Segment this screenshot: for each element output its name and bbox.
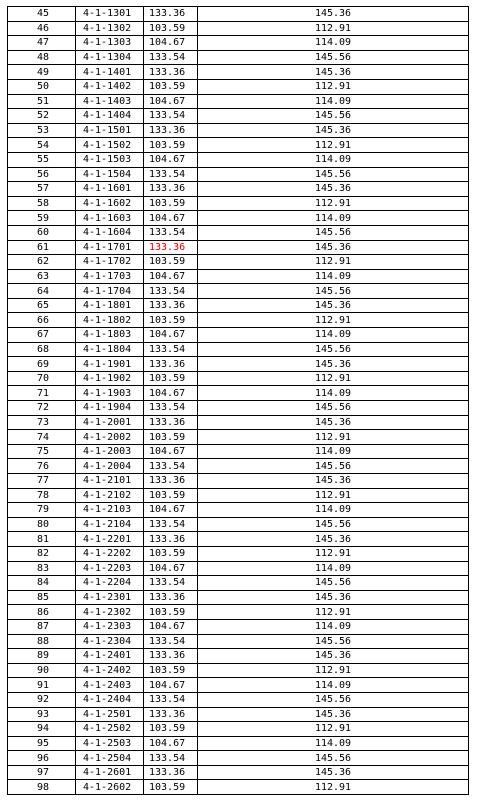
row-number-cell: 89 xyxy=(8,649,76,664)
total-area-cell: 114.09 xyxy=(198,444,469,459)
area-value-cell: 133.54 xyxy=(144,342,198,357)
table-row xyxy=(8,328,469,343)
area-value-cell: 133.36 xyxy=(144,415,198,430)
area-value-cell: 104.67 xyxy=(144,503,198,518)
unit-id-cell: 4-1-1904 xyxy=(76,401,144,416)
area-value-cell: 133.36 xyxy=(144,7,198,22)
unit-id-cell: 4-1-1503 xyxy=(76,152,144,167)
total-area-cell: 112.91 xyxy=(198,21,469,36)
table-row xyxy=(8,532,469,547)
row-number-cell: 82 xyxy=(8,546,76,561)
area-value-cell: 104.67 xyxy=(144,678,198,693)
area-value-cell: 103.59 xyxy=(144,546,198,561)
total-area-cell: 145.56 xyxy=(198,225,469,240)
unit-id-cell: 4-1-1603 xyxy=(76,211,144,226)
total-area-cell: 145.36 xyxy=(198,707,469,722)
unit-id-cell: 4-1-1902 xyxy=(76,371,144,386)
unit-id-cell: 4-1-2103 xyxy=(76,503,144,518)
total-area-cell: 114.09 xyxy=(198,152,469,167)
table-row xyxy=(8,415,469,430)
unit-id-cell: 4-1-2602 xyxy=(76,780,144,795)
area-value-cell: 133.54 xyxy=(144,109,198,124)
row-number-cell: 98 xyxy=(8,780,76,795)
unit-id-cell: 4-1-1702 xyxy=(76,255,144,270)
unit-id-cell: 4-1-1504 xyxy=(76,167,144,182)
total-area-cell: 145.36 xyxy=(198,298,469,313)
table-row xyxy=(8,342,469,357)
area-value-cell: 133.54 xyxy=(144,50,198,65)
total-area-cell: 145.36 xyxy=(198,415,469,430)
row-number-cell: 49 xyxy=(8,65,76,80)
unit-id-cell: 4-1-1601 xyxy=(76,182,144,197)
table-row xyxy=(8,707,469,722)
area-value-cell: 103.59 xyxy=(144,21,198,36)
total-area-cell: 114.09 xyxy=(198,36,469,51)
unit-id-cell: 4-1-2203 xyxy=(76,561,144,576)
total-area-cell: 145.36 xyxy=(198,123,469,138)
table-row xyxy=(8,284,469,299)
unit-id-cell: 4-1-1302 xyxy=(76,21,144,36)
area-value-cell: 133.54 xyxy=(144,692,198,707)
table-row xyxy=(8,590,469,605)
unit-id-cell: 4-1-2501 xyxy=(76,707,144,722)
total-area-cell: 112.91 xyxy=(198,313,469,328)
row-number-cell: 94 xyxy=(8,722,76,737)
unit-id-cell: 4-1-1301 xyxy=(76,7,144,22)
area-value-cell: 133.54 xyxy=(144,401,198,416)
total-area-cell: 145.56 xyxy=(198,576,469,591)
table-row xyxy=(8,546,469,561)
unit-id-cell: 4-1-2401 xyxy=(76,649,144,664)
area-value-cell: 104.67 xyxy=(144,736,198,751)
total-area-cell: 145.36 xyxy=(198,65,469,80)
total-area-cell: 112.91 xyxy=(198,430,469,445)
total-area-cell: 145.56 xyxy=(198,634,469,649)
table-row xyxy=(8,503,469,518)
total-area-cell: 114.09 xyxy=(198,736,469,751)
table-row xyxy=(8,576,469,591)
unit-id-cell: 4-1-2304 xyxy=(76,634,144,649)
area-value-cell: 133.54 xyxy=(144,634,198,649)
row-number-cell: 55 xyxy=(8,152,76,167)
table-row xyxy=(8,313,469,328)
area-value-cell: 103.59 xyxy=(144,138,198,153)
total-area-cell: 112.91 xyxy=(198,722,469,737)
unit-id-cell: 4-1-2204 xyxy=(76,576,144,591)
row-number-cell: 90 xyxy=(8,663,76,678)
unit-id-cell: 4-1-2403 xyxy=(76,678,144,693)
row-number-cell: 74 xyxy=(8,430,76,445)
row-number-cell: 85 xyxy=(8,590,76,605)
table-row xyxy=(8,298,469,313)
area-value-cell: 104.67 xyxy=(144,444,198,459)
table-row xyxy=(8,780,469,795)
area-value-cell: 103.59 xyxy=(144,605,198,620)
table-row xyxy=(8,765,469,780)
row-number-cell: 87 xyxy=(8,619,76,634)
total-area-cell: 114.09 xyxy=(198,94,469,109)
row-number-cell: 72 xyxy=(8,401,76,416)
unit-id-cell: 4-1-2303 xyxy=(76,619,144,634)
unit-id-cell: 4-1-1803 xyxy=(76,328,144,343)
unit-id-cell: 4-1-1703 xyxy=(76,269,144,284)
table-row xyxy=(8,196,469,211)
unit-id-cell: 4-1-1404 xyxy=(76,109,144,124)
row-number-cell: 76 xyxy=(8,459,76,474)
table-row xyxy=(8,167,469,182)
row-number-cell: 77 xyxy=(8,474,76,489)
total-area-cell: 145.36 xyxy=(198,532,469,547)
table-row xyxy=(8,211,469,226)
total-area-cell: 145.36 xyxy=(198,474,469,489)
total-area-cell: 145.56 xyxy=(198,692,469,707)
table-row xyxy=(8,751,469,766)
table-row xyxy=(8,94,469,109)
table-row xyxy=(8,386,469,401)
total-area-cell: 112.91 xyxy=(198,546,469,561)
total-area-cell: 112.91 xyxy=(198,605,469,620)
table-row xyxy=(8,488,469,503)
row-number-cell: 84 xyxy=(8,576,76,591)
row-number-cell: 67 xyxy=(8,328,76,343)
unit-id-cell: 4-1-2502 xyxy=(76,722,144,737)
row-number-cell: 48 xyxy=(8,50,76,65)
row-number-cell: 47 xyxy=(8,36,76,51)
total-area-cell: 112.91 xyxy=(198,138,469,153)
total-area-cell: 145.36 xyxy=(198,357,469,372)
row-number-cell: 50 xyxy=(8,79,76,94)
area-value-cell: 133.36 xyxy=(144,240,198,255)
row-number-cell: 75 xyxy=(8,444,76,459)
row-number-cell: 80 xyxy=(8,517,76,532)
table-row xyxy=(8,138,469,153)
row-number-cell: 96 xyxy=(8,751,76,766)
area-value-cell: 104.67 xyxy=(144,211,198,226)
total-area-cell: 114.09 xyxy=(198,386,469,401)
row-number-cell: 69 xyxy=(8,357,76,372)
area-value-cell: 103.59 xyxy=(144,430,198,445)
area-value-cell: 133.36 xyxy=(144,532,198,547)
total-area-cell: 114.09 xyxy=(198,678,469,693)
area-value-cell: 133.54 xyxy=(144,167,198,182)
area-value-cell: 104.67 xyxy=(144,619,198,634)
unit-id-cell: 4-1-2003 xyxy=(76,444,144,459)
total-area-cell: 145.36 xyxy=(198,649,469,664)
row-number-cell: 83 xyxy=(8,561,76,576)
unit-id-cell: 4-1-2102 xyxy=(76,488,144,503)
row-number-cell: 58 xyxy=(8,196,76,211)
unit-id-cell: 4-1-1304 xyxy=(76,50,144,65)
area-value-cell: 104.67 xyxy=(144,152,198,167)
area-value-cell: 133.36 xyxy=(144,649,198,664)
unit-id-cell: 4-1-2504 xyxy=(76,751,144,766)
unit-id-cell: 4-1-2404 xyxy=(76,692,144,707)
area-value-cell: 133.36 xyxy=(144,474,198,489)
unit-id-cell: 4-1-1303 xyxy=(76,36,144,51)
table-row xyxy=(8,123,469,138)
total-area-cell: 145.56 xyxy=(198,167,469,182)
total-area-cell: 145.36 xyxy=(198,590,469,605)
table-row xyxy=(8,663,469,678)
area-value-cell: 133.36 xyxy=(144,123,198,138)
row-number-cell: 45 xyxy=(8,7,76,22)
row-number-cell: 93 xyxy=(8,707,76,722)
unit-id-cell: 4-1-1802 xyxy=(76,313,144,328)
table-row xyxy=(8,371,469,386)
row-number-cell: 91 xyxy=(8,678,76,693)
table-row xyxy=(8,79,469,94)
area-value-cell: 133.36 xyxy=(144,65,198,80)
total-area-cell: 145.56 xyxy=(198,401,469,416)
unit-id-cell: 4-1-1401 xyxy=(76,65,144,80)
total-area-cell: 114.09 xyxy=(198,211,469,226)
table-row xyxy=(8,605,469,620)
area-value-cell: 133.54 xyxy=(144,284,198,299)
total-area-cell: 114.09 xyxy=(198,503,469,518)
area-value-cell: 133.54 xyxy=(144,751,198,766)
row-number-cell: 73 xyxy=(8,415,76,430)
table-row xyxy=(8,182,469,197)
table-row xyxy=(8,634,469,649)
total-area-cell: 145.56 xyxy=(198,342,469,357)
row-number-cell: 81 xyxy=(8,532,76,547)
unit-id-cell: 4-1-2104 xyxy=(76,517,144,532)
table-row xyxy=(8,21,469,36)
table-row xyxy=(8,269,469,284)
total-area-cell: 145.36 xyxy=(198,182,469,197)
unit-id-cell: 4-1-1901 xyxy=(76,357,144,372)
total-area-cell: 145.36 xyxy=(198,765,469,780)
table-row xyxy=(8,36,469,51)
unit-id-cell: 4-1-2001 xyxy=(76,415,144,430)
area-value-cell: 133.36 xyxy=(144,765,198,780)
area-value-cell: 103.59 xyxy=(144,722,198,737)
row-number-cell: 95 xyxy=(8,736,76,751)
total-area-cell: 114.09 xyxy=(198,561,469,576)
unit-id-cell: 4-1-2201 xyxy=(76,532,144,547)
total-area-cell: 145.36 xyxy=(198,7,469,22)
row-number-cell: 59 xyxy=(8,211,76,226)
row-number-cell: 78 xyxy=(8,488,76,503)
total-area-cell: 114.09 xyxy=(198,619,469,634)
total-area-cell: 145.56 xyxy=(198,109,469,124)
total-area-cell: 145.56 xyxy=(198,751,469,766)
row-number-cell: 70 xyxy=(8,371,76,386)
table-row xyxy=(8,240,469,255)
area-value-cell: 104.67 xyxy=(144,36,198,51)
unit-id-cell: 4-1-1602 xyxy=(76,196,144,211)
area-value-cell: 103.59 xyxy=(144,371,198,386)
row-number-cell: 88 xyxy=(8,634,76,649)
unit-id-cell: 4-1-2402 xyxy=(76,663,144,678)
total-area-cell: 112.91 xyxy=(198,663,469,678)
total-area-cell: 145.56 xyxy=(198,50,469,65)
total-area-cell: 145.56 xyxy=(198,284,469,299)
table-row xyxy=(8,255,469,270)
row-number-cell: 62 xyxy=(8,255,76,270)
table-row xyxy=(8,401,469,416)
row-number-cell: 57 xyxy=(8,182,76,197)
table-row xyxy=(8,65,469,80)
table-row xyxy=(8,7,469,22)
unit-id-cell: 4-1-2002 xyxy=(76,430,144,445)
area-value-cell: 133.54 xyxy=(144,225,198,240)
area-value-cell: 104.67 xyxy=(144,561,198,576)
area-value-cell: 133.54 xyxy=(144,517,198,532)
table-row xyxy=(8,678,469,693)
area-value-cell: 133.54 xyxy=(144,576,198,591)
area-value-cell: 103.59 xyxy=(144,313,198,328)
total-area-cell: 112.91 xyxy=(198,780,469,795)
area-value-cell: 103.59 xyxy=(144,663,198,678)
table-row xyxy=(8,736,469,751)
row-number-cell: 61 xyxy=(8,240,76,255)
table-row xyxy=(8,357,469,372)
unit-id-cell: 4-1-1402 xyxy=(76,79,144,94)
table-row xyxy=(8,649,469,664)
total-area-cell: 114.09 xyxy=(198,328,469,343)
table-row xyxy=(8,152,469,167)
unit-id-cell: 4-1-1903 xyxy=(76,386,144,401)
unit-id-cell: 4-1-1804 xyxy=(76,342,144,357)
table-row xyxy=(8,50,469,65)
table-row xyxy=(8,561,469,576)
row-number-cell: 54 xyxy=(8,138,76,153)
total-area-cell: 114.09 xyxy=(198,269,469,284)
total-area-cell: 112.91 xyxy=(198,371,469,386)
area-value-cell: 103.59 xyxy=(144,79,198,94)
table-row xyxy=(8,225,469,240)
unit-id-cell: 4-1-1501 xyxy=(76,123,144,138)
area-value-cell: 133.36 xyxy=(144,357,198,372)
row-number-cell: 52 xyxy=(8,109,76,124)
total-area-cell: 145.36 xyxy=(198,240,469,255)
table-body xyxy=(8,7,469,795)
row-number-cell: 64 xyxy=(8,284,76,299)
row-number-cell: 79 xyxy=(8,503,76,518)
area-value-cell: 103.59 xyxy=(144,488,198,503)
table-row xyxy=(8,459,469,474)
area-value-cell: 133.36 xyxy=(144,707,198,722)
unit-id-cell: 4-1-2101 xyxy=(76,474,144,489)
row-number-cell: 63 xyxy=(8,269,76,284)
unit-id-cell: 4-1-1502 xyxy=(76,138,144,153)
row-number-cell: 46 xyxy=(8,21,76,36)
row-number-cell: 71 xyxy=(8,386,76,401)
row-number-cell: 56 xyxy=(8,167,76,182)
total-area-cell: 145.56 xyxy=(198,459,469,474)
unit-id-cell: 4-1-1604 xyxy=(76,225,144,240)
area-value-cell: 133.36 xyxy=(144,590,198,605)
unit-id-cell: 4-1-2302 xyxy=(76,605,144,620)
unit-id-cell: 4-1-2503 xyxy=(76,736,144,751)
total-area-cell: 145.56 xyxy=(198,517,469,532)
table-row xyxy=(8,619,469,634)
unit-id-cell: 4-1-1801 xyxy=(76,298,144,313)
row-number-cell: 68 xyxy=(8,342,76,357)
unit-id-cell: 4-1-2301 xyxy=(76,590,144,605)
area-value-cell: 104.67 xyxy=(144,269,198,284)
table-row xyxy=(8,517,469,532)
row-number-cell: 53 xyxy=(8,123,76,138)
area-value-cell: 103.59 xyxy=(144,196,198,211)
table-row xyxy=(8,722,469,737)
total-area-cell: 112.91 xyxy=(198,79,469,94)
row-number-cell: 51 xyxy=(8,94,76,109)
area-value-cell: 133.36 xyxy=(144,298,198,313)
row-number-cell: 92 xyxy=(8,692,76,707)
total-area-cell: 112.91 xyxy=(198,196,469,211)
unit-id-cell: 4-1-2202 xyxy=(76,546,144,561)
row-number-cell: 97 xyxy=(8,765,76,780)
unit-id-cell: 4-1-1704 xyxy=(76,284,144,299)
unit-id-cell: 4-1-1701 xyxy=(76,240,144,255)
table-row xyxy=(8,474,469,489)
row-number-cell: 60 xyxy=(8,225,76,240)
table-row xyxy=(8,430,469,445)
table-row xyxy=(8,444,469,459)
row-number-cell: 65 xyxy=(8,298,76,313)
row-number-cell: 66 xyxy=(8,313,76,328)
area-value-cell: 133.54 xyxy=(144,459,198,474)
unit-id-cell: 4-1-2004 xyxy=(76,459,144,474)
area-value-cell: 104.67 xyxy=(144,328,198,343)
unit-id-cell: 4-1-2601 xyxy=(76,765,144,780)
total-area-cell: 112.91 xyxy=(198,488,469,503)
area-value-cell: 104.67 xyxy=(144,94,198,109)
table-row xyxy=(8,109,469,124)
table-row xyxy=(8,692,469,707)
row-number-cell: 86 xyxy=(8,605,76,620)
data-table xyxy=(7,6,469,795)
area-value-cell: 104.67 xyxy=(144,386,198,401)
total-area-cell: 112.91 xyxy=(198,255,469,270)
area-value-cell: 103.59 xyxy=(144,255,198,270)
unit-id-cell: 4-1-1403 xyxy=(76,94,144,109)
area-value-cell: 103.59 xyxy=(144,780,198,795)
area-value-cell: 133.36 xyxy=(144,182,198,197)
